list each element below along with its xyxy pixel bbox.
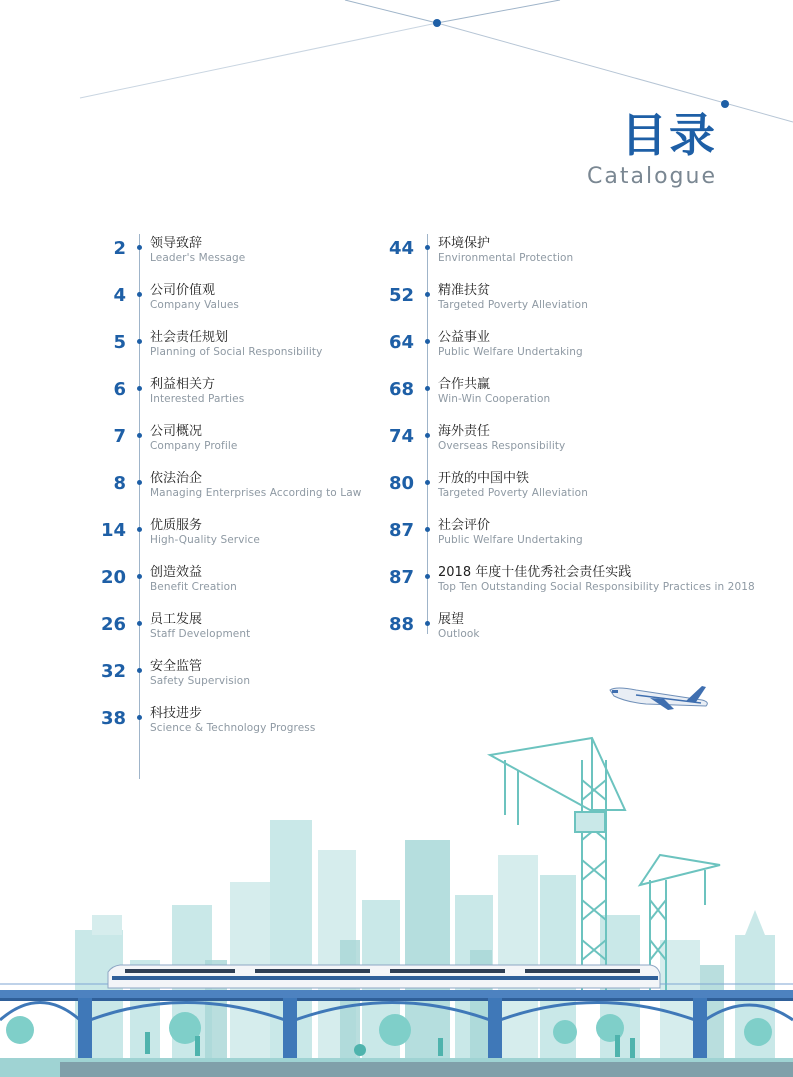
bullet-dot [425,339,430,344]
bullet-dot [425,527,430,532]
page-number: 32 [100,661,126,682]
page-number: 5 [113,332,126,353]
page-number: 64 [388,332,414,353]
entry-title-en: Interested Parties [150,393,245,405]
bullet-dot [137,527,142,532]
decorative-dot [433,19,441,27]
bullet-dot [425,292,430,297]
page-number: 6 [113,379,126,400]
entry-title-zh: 安全监管 [150,659,203,674]
entry-title-en: Leader's Message [150,252,246,264]
entry-title-zh: 社会评价 [438,518,491,533]
title-english: Catalogue [587,164,717,189]
entry-title-zh: 依法治企 [150,471,203,486]
bullet-dot [425,621,430,626]
entry-title-en: Science & Technology Progress [150,722,316,734]
entry-title-zh: 科技进步 [150,706,203,721]
bullet-dot [425,480,430,485]
entry-title-en: Safety Supervision [150,675,251,687]
bridge-deck [0,990,793,998]
page-number: 4 [113,285,126,306]
entry-title-en: Targeted Poverty Alleviation [438,299,588,311]
decorative-dot [721,100,729,108]
bullet-dot [137,433,142,438]
entry-title-zh: 精准扶贫 [438,283,491,298]
bullet-dot [425,574,430,579]
entry-title-zh: 环境保护 [438,236,491,251]
page-number: 88 [388,614,414,635]
entry-title-en: Public Welfare Undertaking [438,534,583,546]
entry-title-en: Managing Enterprises According to Law [150,487,362,499]
page-number: 8 [113,473,126,494]
page-number: 7 [113,426,126,447]
bullet-dot [425,433,430,438]
entry-title-zh: 领导致辞 [150,236,203,251]
entry-title-zh: 社会责任规划 [150,330,229,345]
bullet-dot [137,386,142,391]
entry-title-zh: 公益事业 [438,330,491,345]
page-number: 80 [388,473,414,494]
entry-title-zh: 公司概况 [150,424,203,439]
page-number: 26 [100,614,126,635]
entry-title-en: High-Quality Service [150,534,260,546]
page-number: 38 [100,708,126,729]
entry-title-en: Company Profile [150,440,238,452]
page-number: 2 [113,238,126,259]
entry-title-en: Staff Development [150,628,251,640]
catalogue-heading [587,108,717,189]
bullet-dot [425,245,430,250]
bullet-dot [137,480,142,485]
entry-title-zh: 开放的中国中铁 [438,471,530,486]
page-number: 14 [100,520,126,541]
bullet-dot [425,386,430,391]
page-number: 87 [388,520,414,541]
entry-title-zh: 优质服务 [150,518,203,533]
entry-title-en: Targeted Poverty Alleviation [438,487,588,499]
entry-title-en: Outlook [438,628,480,640]
page-number: 68 [388,379,414,400]
entry-title-en: Planning of Social Responsibility [150,346,323,358]
page-number: 74 [388,426,414,447]
airplane-icon [610,686,707,710]
entry-title-zh: 展望 [438,612,465,627]
entry-title-zh: 2018 年度十佳优秀社会责任实践 [438,565,632,580]
bullet-dot [137,574,142,579]
title-chinese: 目录 [621,108,717,162]
bullet-dot [137,339,142,344]
entry-title-zh: 公司价值观 [150,283,216,298]
high-speed-train [108,965,660,988]
entry-title-en: Benefit Creation [150,581,237,593]
city-bridge-illustration [0,660,793,1077]
entry-title-en: Overseas Responsibility [438,440,566,452]
entry-title-en: Top Ten Outstanding Social Responsibility Practices in 2018 [438,581,755,593]
entry-title-zh: 合作共赢 [438,377,491,392]
entry-title-en: Company Values [150,299,239,311]
page-number: 87 [388,567,414,588]
bullet-dot [137,245,142,250]
entry-title-zh: 利益相关方 [150,377,216,392]
page-number: 52 [388,285,414,306]
entry-title-zh: 员工发展 [150,612,203,627]
page-number: 20 [100,567,126,588]
entry-title-en: Win-Win Cooperation [438,393,551,405]
entry-title-en: Environmental Protection [438,252,574,264]
entry-title-en: Public Welfare Undertaking [438,346,583,358]
bullet-dot [137,292,142,297]
bullet-dot [137,621,142,626]
entry-title-zh: 创造效益 [150,565,203,580]
entry-title-zh: 海外责任 [438,424,491,439]
page-number: 44 [388,238,414,259]
